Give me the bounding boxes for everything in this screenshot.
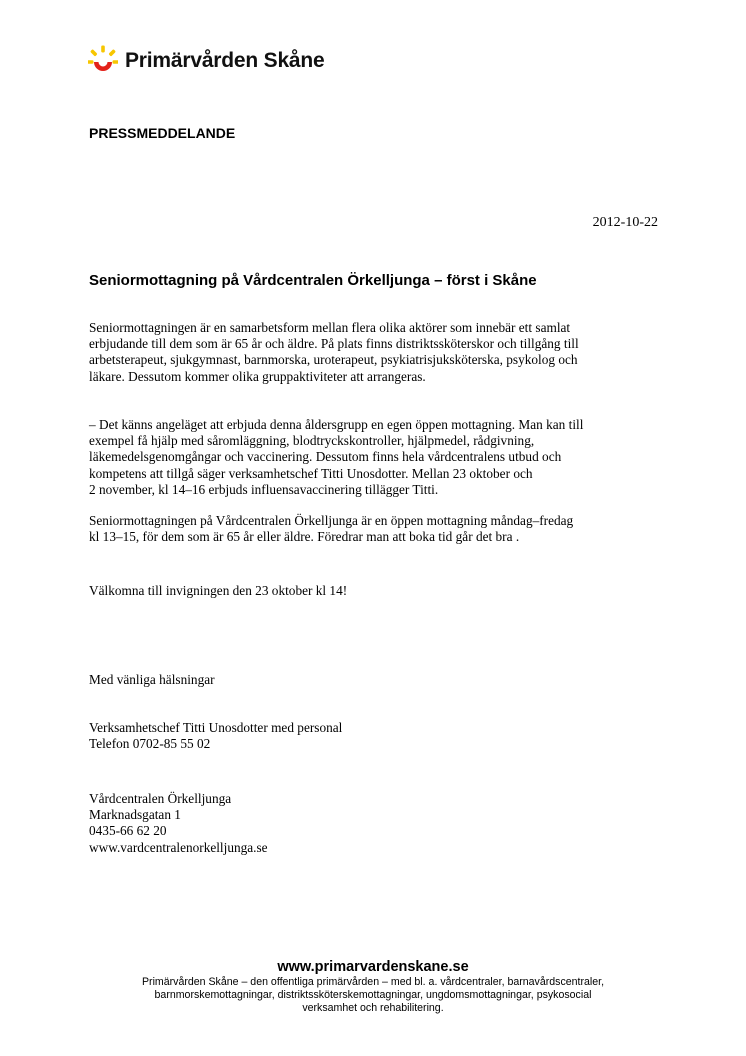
footer-description: Primärvården Skåne – den offentliga primärvården – med bl. a. vårdcentraler, barnavårdscentraler, barnmorskemottagningar, distriktssköterskemottagningar, ungdomsmottagningar, psykosocial verksamhet och rehabilitering. bbox=[141, 976, 605, 1014]
brand-logo bbox=[88, 44, 325, 78]
page-footer bbox=[60, 958, 686, 1014]
footer-website-link[interactable]: www.primarvardenskane.se bbox=[277, 959, 469, 975]
signature-block: Verksamhetschef Titti Unosdotter med personal Telefon 0702-85 55 02 bbox=[89, 720, 343, 752]
body-paragraph-intro: Seniormottagningen är en samarbetsform mellan flera olika aktörer som innebär ett samlat erbjudande till dem som är 65 år och äldre. På plats finns distriktssköterskor och tillgång till arbetsterapeut, sjukgymnast, barnmorska, uroterapeut, psykiatrisjuksköterska, psykolog och läkare. Dessutom kommer olika gruppaktiviteter att arrangeras. bbox=[89, 320, 579, 384]
document-type-heading: PRESSMEDDELANDE bbox=[89, 125, 236, 141]
body-paragraph-hours: Seniormottagningen på Vårdcentralen Örkelljunga är en öppen mottagning måndag–fredag kl 13–15, för dem som är 65 år eller äldre. Föredrar man att boka tid går det bra . bbox=[89, 513, 574, 545]
body-paragraph-invitation: Välkomna till invigningen den 23 oktober kl 14! bbox=[89, 583, 348, 598]
address-block: Vårdcentralen Örkelljunga Marknadsgatan 1 0435-66 62 20 www.vardcentralenorkelljunga.se bbox=[89, 791, 268, 855]
body-paragraph-quote: – Det känns angeläget att erbjuda denna åldersgrupp en egen öppen mottagning. Man kan till exempel få hjälp med såromläggning, blodtryckskontroller, hjälpmedel, rådgivning, läkemedelsgenomgångar och vaccinering. Dessutom finns hela vårdcentralens utbud och kompetens att tillgå säger verksamhetschef Titti Unosdotter. Mellan 23 oktober och 2 november, kl 14–16 erbjuds influensavaccinering tillägger Titti. bbox=[89, 417, 584, 497]
sun-logo-icon bbox=[88, 45, 118, 77]
logo-text: Primärvården Skåne bbox=[125, 49, 325, 72]
release-date: 2012-10-22 bbox=[592, 215, 658, 230]
headline: Seniormottagning på Vårdcentralen Örkelljunga – först i Skåne bbox=[89, 272, 537, 289]
closing-greeting: Med vänliga hälsningar bbox=[89, 672, 215, 687]
